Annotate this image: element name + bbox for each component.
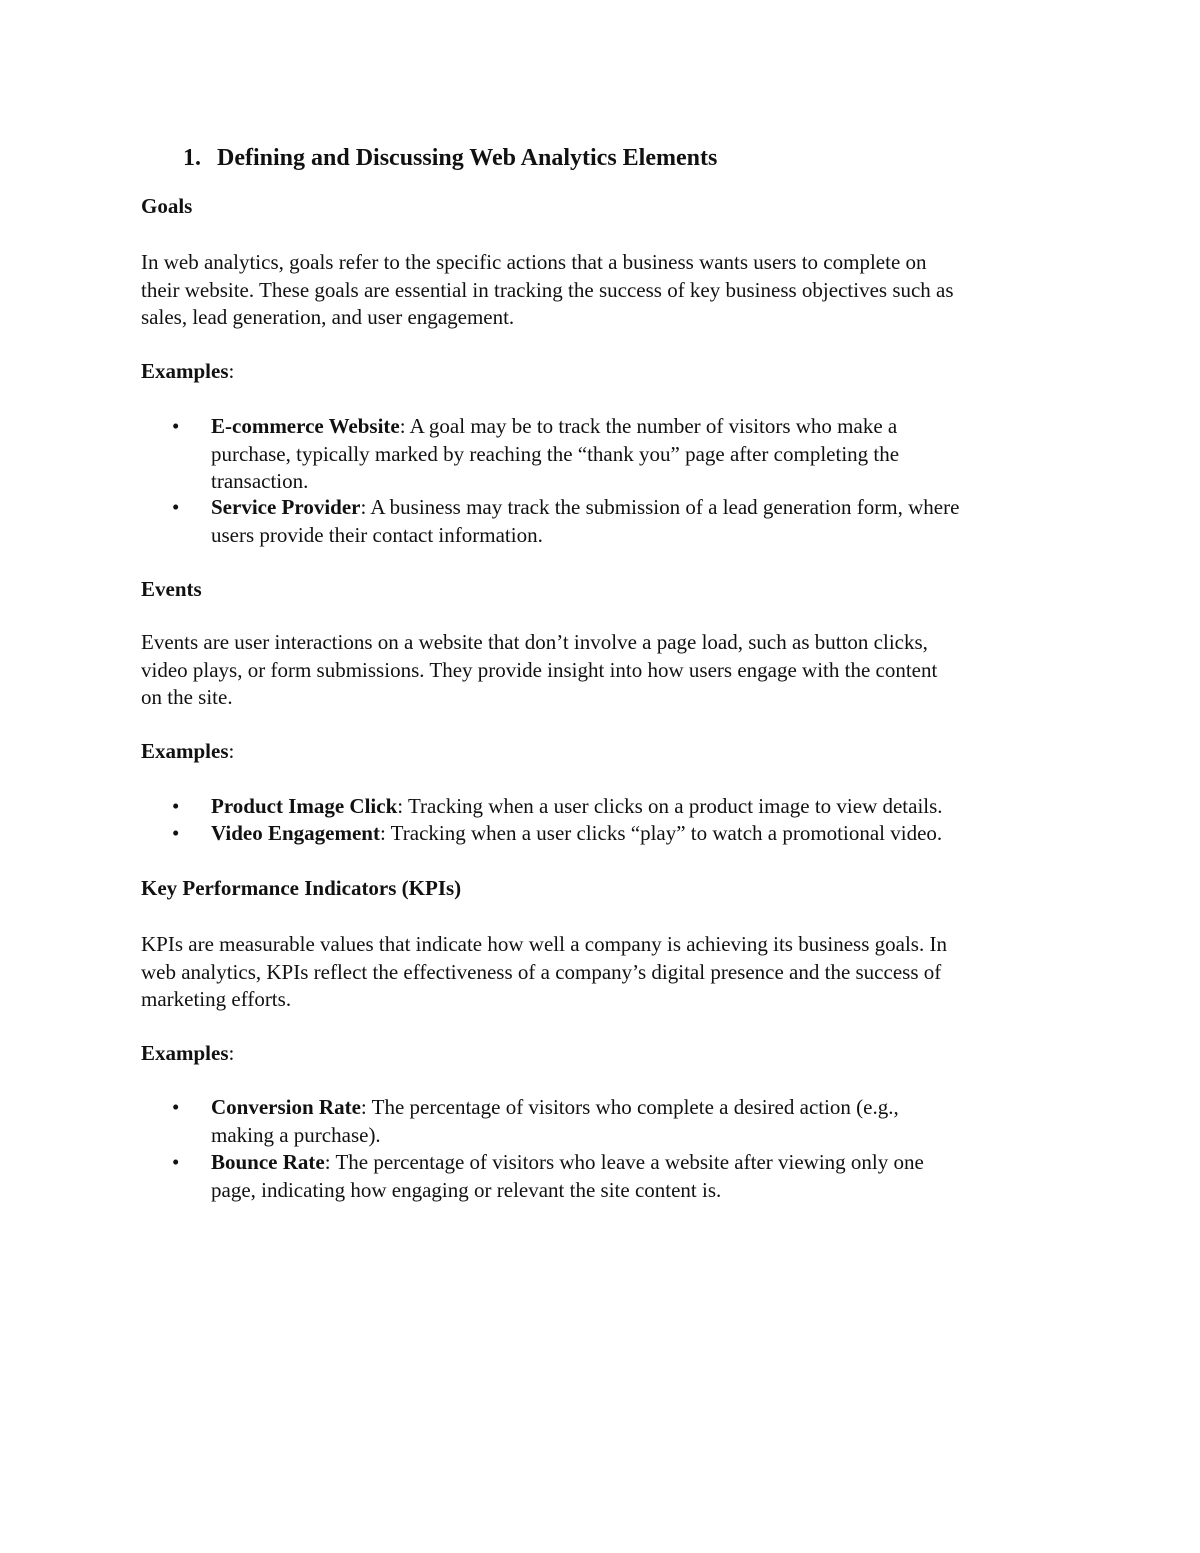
- bullet-text: purchase, typically marked by reaching the “thank you” page after completing the: [211, 441, 900, 466]
- bullet-text: : Tracking when a user clicks on a product image to view details.: [397, 794, 943, 818]
- examples-colon: :: [228, 739, 235, 763]
- bullet-text: : A goal may be to track the number of visitors who make a: [399, 414, 898, 438]
- document-heading: [183, 142, 717, 174]
- list-item: [211, 793, 943, 821]
- kpis-paragraph-line: marketing efforts.: [141, 987, 292, 1011]
- section-title-kpis: Key Performance Indicators (KPIs): [141, 876, 462, 900]
- events-paragraph-line: Events are user interactions on a website that don’t involve a page load, such as button clicks,: [141, 630, 928, 654]
- kpis-paragraph: [141, 931, 1071, 1014]
- goals-paragraph-line: sales, lead generation, and user engagement.: [141, 305, 515, 329]
- heading-number: 1.: [183, 145, 201, 171]
- kpis-paragraph-line: KPIs are measurable values that indicate how well a company is achieving its business goals. In: [141, 932, 947, 956]
- goals-paragraph-line: their website. These goals are essential in tracking the success of key business objectives such as: [141, 277, 954, 302]
- list-item: [211, 820, 942, 848]
- examples-colon: :: [228, 359, 235, 383]
- goals-paragraph: [141, 249, 1071, 332]
- kpis-paragraph-line: web analytics, KPIs reflect the effectiveness of a company’s digital presence and the success of: [141, 959, 942, 984]
- bullet-text: : Tracking when a user clicks “play” to watch a promotional video.: [379, 821, 943, 845]
- bullet-text: : The percentage of visitors who complete a desired action (e.g.,: [360, 1095, 899, 1119]
- bullet-text: : A business may track the submission of a lead generation form, where: [360, 495, 960, 519]
- events-examples-label: [141, 738, 1071, 766]
- examples-label: Examples: [141, 1041, 229, 1065]
- examples-label: Examples: [141, 359, 229, 383]
- bullet-text: page, indicating how engaging or relevant the site content is.: [211, 1177, 722, 1202]
- bullet-dot-icon: •: [172, 794, 180, 818]
- bullet-text: users provide their contact information.: [211, 522, 543, 547]
- bullet-dot-icon: •: [172, 1150, 180, 1174]
- goals-examples-label: [141, 358, 1071, 386]
- bullet-text: : The percentage of visitors who leave a website after viewing only one: [324, 1150, 924, 1174]
- bullet-dot-icon: •: [172, 821, 180, 845]
- list-item: [211, 1149, 924, 1204]
- bullet-term: Bounce Rate: [211, 1150, 325, 1174]
- bullet-term: Conversion Rate: [211, 1095, 361, 1119]
- bullet-text: making a purchase).: [211, 1122, 381, 1147]
- heading-title: Defining and Discussing Web Analytics Elements: [217, 145, 718, 171]
- bullet-term: Product Image Click: [211, 794, 398, 818]
- list-item: [211, 494, 959, 549]
- bullet-term: Video Engagement: [211, 821, 380, 845]
- bullet-text: transaction.: [211, 469, 309, 493]
- list-item: [211, 413, 899, 496]
- list-item: [211, 1094, 899, 1149]
- events-paragraph: [141, 629, 1071, 712]
- bullet-term: Service Provider: [211, 495, 361, 519]
- section-title-events: Events: [141, 577, 202, 601]
- bullet-term: E-commerce Website: [211, 414, 400, 438]
- goals-paragraph-line: In web analytics, goals refer to the specific actions that a business wants users to complete on: [141, 250, 927, 274]
- events-paragraph-line: on the site.: [141, 685, 233, 709]
- examples-label: Examples: [141, 739, 229, 763]
- examples-colon: :: [228, 1041, 235, 1065]
- section-title-goals: Goals: [141, 194, 193, 218]
- events-paragraph-line: video plays, or form submissions. They provide insight into how users engage with the content: [141, 657, 938, 682]
- bullet-dot-icon: •: [172, 495, 180, 519]
- kpis-examples-label: [141, 1040, 1071, 1068]
- bullet-dot-icon: •: [172, 1095, 180, 1119]
- bullet-dot-icon: •: [172, 414, 180, 438]
